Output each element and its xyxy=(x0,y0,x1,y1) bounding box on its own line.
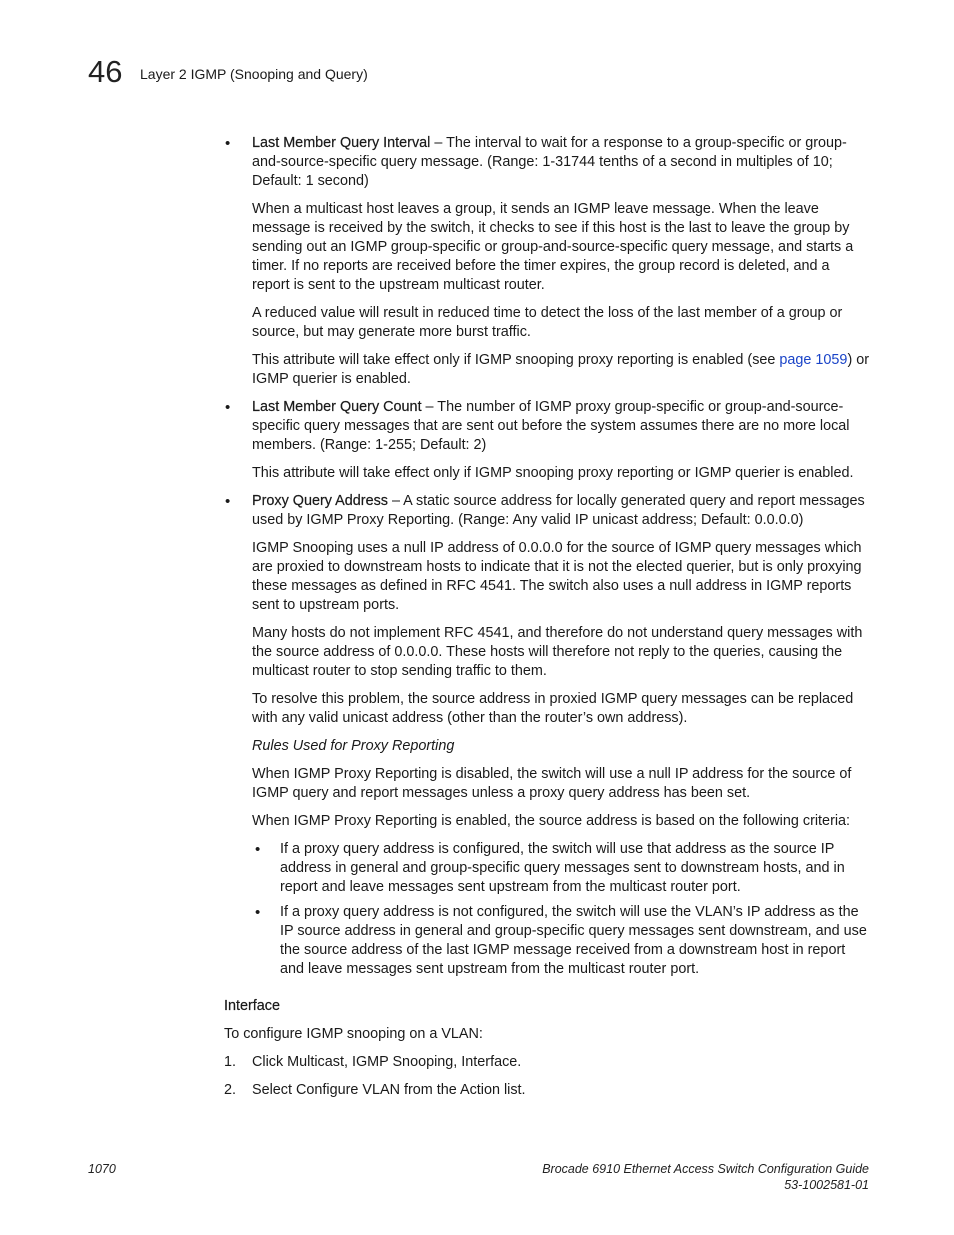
main-content xyxy=(224,134,870,1109)
chapter-title: Layer 2 IGMP (Snooping and Query) xyxy=(140,66,368,82)
chapter-number: 46 xyxy=(88,54,123,89)
bullet-text: – The interval to wait for a response to a group-specific or group-and-source-specific query message. (Range: 1-31744 tenths of a second in multiples of 10; Default: 1 second) xyxy=(252,135,847,189)
paragraph: Many hosts do not implement RFC 4541, and therefore do not understand query messages with the source address of 0.0.0.0. These hosts will therefore not reply to the queries, causing the multicast router to stop sending traffic to them. xyxy=(252,625,863,679)
bullet-icon: • xyxy=(255,841,261,858)
bullet-icon: • xyxy=(225,493,231,510)
sub-bullet xyxy=(224,840,870,897)
footer-doc-title: Brocade 6910 Ethernet Access Switch Configuration Guide xyxy=(542,1162,869,1176)
paragraph: When a multicast host leaves a group, it sends an IGMP leave message. When the leave message is received by the switch, it checks to see if this host is the last to leave the group by sending out an IGMP group-specific or group-and-source-specific query message, and starts a timer. If no reports are received before the timer expires, the group record is deleted, and a report is sent to the upstream multicast router. xyxy=(252,201,854,293)
paragraph xyxy=(252,351,870,389)
paragraph: A reduced value will result in reduced time to detect the loss of the last member of a group or source, but may generate more burst traffic. xyxy=(252,305,843,340)
step-text: Select Configure VLAN from the Action list. xyxy=(252,1082,526,1098)
step-text: Click Multicast, IGMP Snooping, Interface. xyxy=(252,1054,522,1070)
sub-bullet xyxy=(224,903,870,979)
bullet-icon: • xyxy=(225,135,231,152)
step-item xyxy=(224,1053,870,1072)
paragraph: To resolve this problem, the source address in proxied IGMP query messages can be replaced with any valid unicast address (other than the router’s own address). xyxy=(252,691,854,726)
bullet-proxy-query-address xyxy=(224,492,870,530)
rules-subtitle: Rules Used for Proxy Reporting xyxy=(252,738,455,754)
paragraph: To configure IGMP snooping on a VLAN: xyxy=(224,1026,483,1042)
bullet-last-member-query-interval xyxy=(224,134,870,191)
step-number: 2. xyxy=(224,1082,237,1098)
bullet-term: Proxy Query Address xyxy=(252,493,388,509)
page-link[interactable]: page 1059 xyxy=(779,352,848,368)
sub-bullet-text: If a proxy query address is configured, the switch will use that address as the source IP address in general and group-specific query messages sent to downstream hosts, and in report and leave messages sent upstream from the multicast router port. xyxy=(280,841,845,895)
bullet-icon: • xyxy=(225,399,231,416)
bullet-text: – A static source address for locally generated query and report messages used by IGMP Proxy Reporting. (Range: Any valid IP unicast address; Default: 0.0.0.0) xyxy=(252,493,865,528)
footer-doc-info xyxy=(542,1161,869,1193)
sub-bullet-text: If a proxy query address is not configured, the switch will use the VLAN’s IP address as the IP source address in general and group-specific query messages sent downstream, and use the source address of the last IGMP message received from a downstream host in report and leave messages sent upstream from the multicast router port. xyxy=(280,904,867,977)
footer-page-number: 1070 xyxy=(88,1162,116,1176)
text: This attribute will take effect only if IGMP snooping proxy reporting is enabled (see xyxy=(252,352,780,368)
bullet-term: Last Member Query Interval xyxy=(252,135,431,151)
text: ) or IGMP querier is enabled. xyxy=(252,352,870,387)
paragraph: When IGMP Proxy Reporting is disabled, the switch will use a null IP address for the source of IGMP query and report messages unless a proxy query address has been set. xyxy=(252,766,852,801)
step-number: 1. xyxy=(224,1054,237,1070)
paragraph: When IGMP Proxy Reporting is enabled, the source address is based on the following criteria: xyxy=(252,813,851,829)
step-item xyxy=(224,1081,870,1100)
bullet-icon: • xyxy=(255,904,261,921)
bullet-text: – The number of IGMP proxy group-specific or group-and-source-specific query messages that are sent out before the system assumes there are no more local members. (Range: 1-255; Default: 2) xyxy=(252,399,850,453)
bullet-term: Last Member Query Count xyxy=(252,399,422,415)
paragraph: IGMP Snooping uses a null IP address of 0.0.0.0 for the source of IGMP query messages which are proxied to downstream hosts to indicate that it is not the elected querier, but is only proxying these messages as defined in RFC 4541. The switch also uses a null address in IGMP reports sent to upstream ports. xyxy=(252,540,862,613)
paragraph: This attribute will take effect only if IGMP snooping proxy reporting or IGMP querier is enabled. xyxy=(252,465,854,481)
footer-doc-number: 53-1002581-01 xyxy=(784,1178,869,1192)
section-heading: Interface xyxy=(224,998,280,1014)
bullet-last-member-query-count xyxy=(224,398,870,455)
